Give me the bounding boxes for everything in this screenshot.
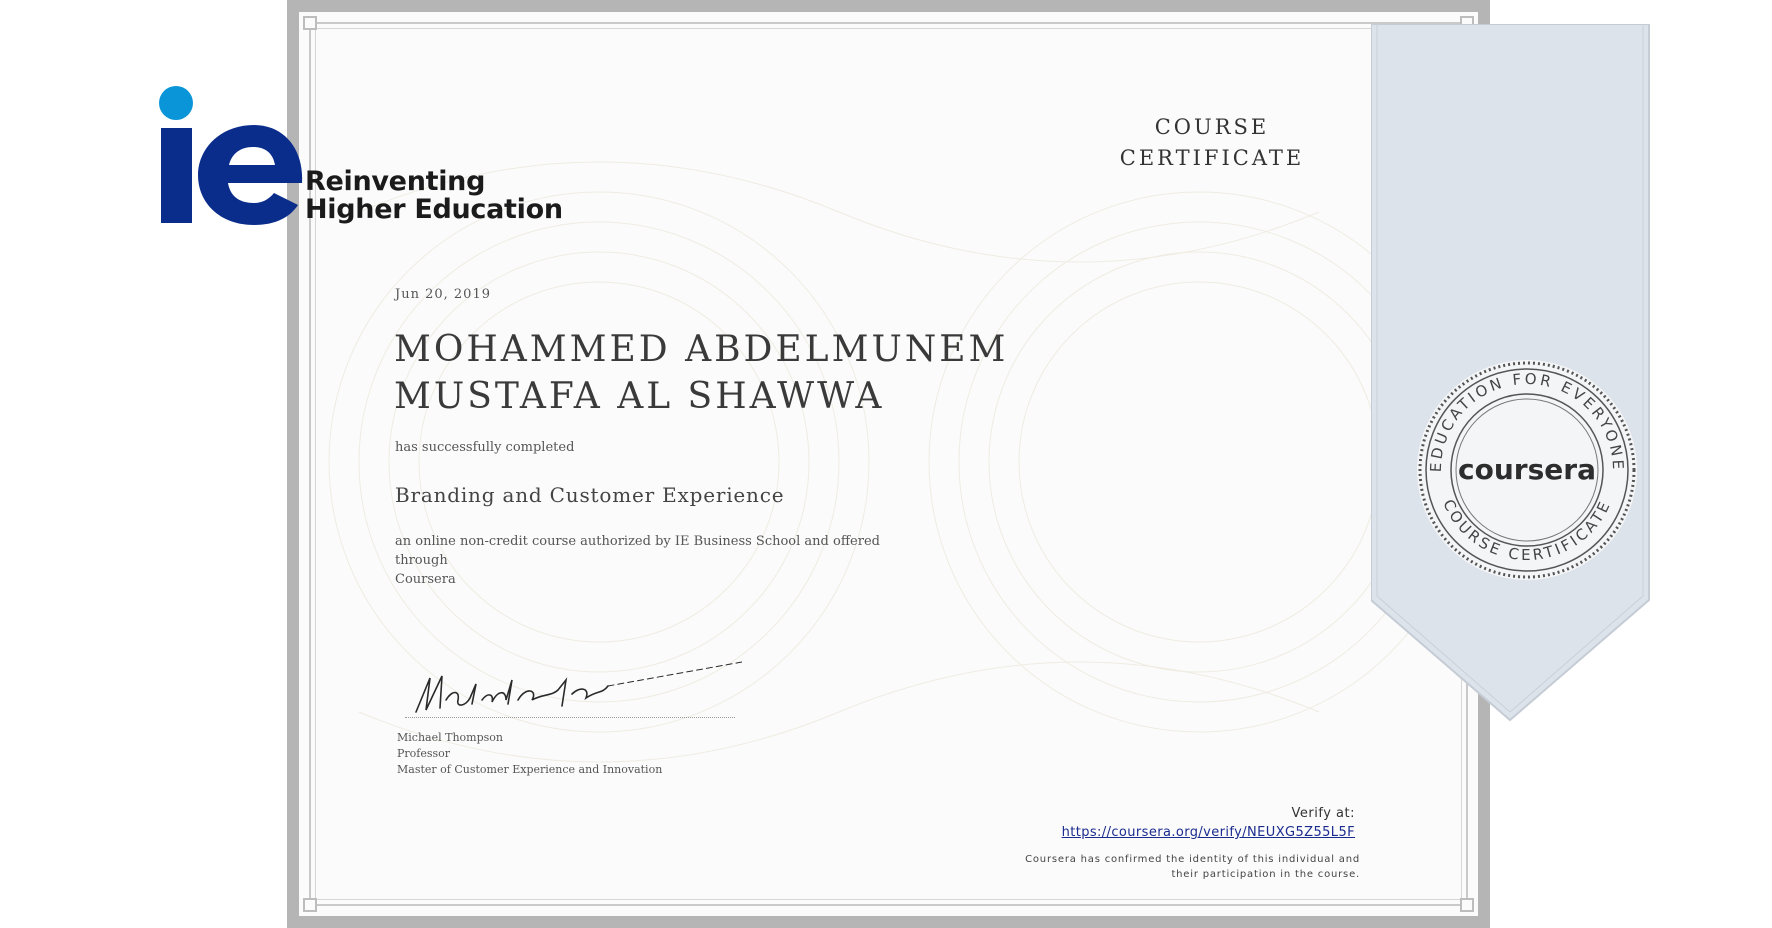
coursera-seal bbox=[1415, 358, 1639, 582]
ribbon-title-line1: COURSE bbox=[1154, 115, 1270, 139]
signer-name: Michael Thompson bbox=[397, 731, 503, 744]
verify-note-line2: their participation in the course. bbox=[1171, 869, 1360, 880]
recipient-name-line2: MUSTAFA AL SHAWWA bbox=[394, 376, 885, 417]
verify-note-line1: Coursera has confirmed the identity of this individual and bbox=[1025, 854, 1360, 865]
logo-tagline-line1: Reinventing bbox=[305, 166, 486, 197]
signer-title: Professor bbox=[397, 747, 451, 760]
verify-label: Verify at: bbox=[1291, 806, 1355, 821]
verify-block bbox=[950, 806, 1360, 882]
frame-corner-ornament bbox=[303, 16, 317, 30]
ribbon-title bbox=[1112, 112, 1312, 174]
seal-bottom-text: COURSE CERTIFICATE bbox=[1439, 496, 1615, 565]
logo-tagline-line2: Higher Education bbox=[305, 194, 563, 225]
course-description-line2: Coursera bbox=[395, 572, 456, 587]
signer-role: Master of Customer Experience and Innovation bbox=[397, 763, 663, 776]
ribbon-title-line2: CERTIFICATE bbox=[1119, 146, 1305, 170]
frame-corner-ornament bbox=[1460, 898, 1474, 912]
recipient-name-line1: MOHAMMED ABDELMUNEM bbox=[394, 329, 1009, 370]
completed-text: has successfully completed bbox=[395, 440, 575, 455]
course-description-line1: an online non-credit course authorized by IE Business School and offered through bbox=[395, 534, 880, 568]
frame-corner-ornament bbox=[303, 898, 317, 912]
verify-link[interactable]: https://coursera.org/verify/NEUXG5Z55L5F bbox=[1061, 825, 1355, 840]
recipient-name bbox=[394, 326, 1014, 420]
issue-date: Jun 20, 2019 bbox=[395, 287, 491, 302]
signer-block bbox=[397, 730, 662, 778]
course-description bbox=[395, 532, 915, 589]
signature-image bbox=[402, 660, 742, 720]
seal-top-text: EDUCATION FOR EVERYONE bbox=[1426, 369, 1628, 473]
signature-line bbox=[405, 717, 735, 718]
course-name: Branding and Customer Experience bbox=[395, 483, 785, 507]
seal-brand: coursera bbox=[1458, 453, 1596, 486]
logo-tagline bbox=[305, 168, 605, 224]
verify-note bbox=[950, 852, 1360, 882]
